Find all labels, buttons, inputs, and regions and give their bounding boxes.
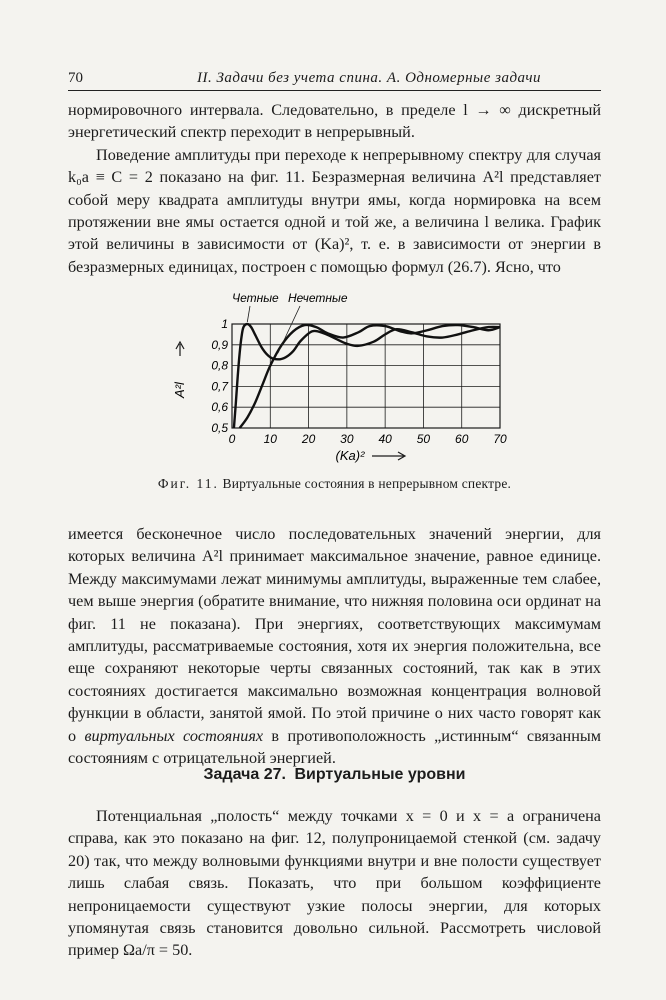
figure-11-chart xyxy=(160,286,540,466)
x-tick-label: 40 xyxy=(378,432,392,446)
grid xyxy=(232,324,500,428)
paragraph-tail: в противоположность „истинным“ связанным состояниям с отрицательной энергией. xyxy=(68,726,601,768)
section-heading xyxy=(68,766,601,784)
page-header xyxy=(68,70,601,91)
paragraph: Потенциальная „полость“ между точками x = 0 и x = a ограничена справа, как это показано на фиг. 12, полупроницаемой стенкой (см. задачу 20) так, что между волновыми функциями внутри и вне полости существует лишь слабая связь. Показать, что при большом коэффициенте непроницаемости существуют узкие полосы энергии, для которых упомянутая связь становится довольно сильной. Рассмотреть числовой пример Ωa/π = 50. xyxy=(68,807,601,960)
y-tick-label: 0,8 xyxy=(211,358,228,373)
figure-caption xyxy=(68,476,601,492)
legend xyxy=(232,291,348,305)
y-tick-label: 0,5 xyxy=(211,421,228,435)
series-line-even xyxy=(234,324,500,428)
x-tick-label: 30 xyxy=(340,432,354,446)
x-axis-label: (Ka)² xyxy=(335,448,365,463)
section-label: Задача 27. xyxy=(203,766,286,783)
series-line-odd xyxy=(240,325,500,428)
figure-caption-text: Виртуальные состояния в непрерывном спектре. xyxy=(222,476,512,491)
x-axis-arrow xyxy=(372,452,405,460)
y-tick-label: 1 xyxy=(221,317,228,331)
emphasis: виртуальных состояниях xyxy=(84,726,264,745)
x-tick-label: 50 xyxy=(416,432,431,446)
y-axis-label: A²l xyxy=(172,382,187,398)
x-tick-label: 20 xyxy=(301,432,316,446)
text-block-middle xyxy=(68,523,601,769)
x-tick-label: 70 xyxy=(493,432,507,446)
running-title: II. Задачи без учета спина. А. Одномерные задачи xyxy=(196,70,541,86)
x-tick-label: 10 xyxy=(263,432,277,446)
legend-label-even: Четные xyxy=(232,291,279,305)
text-block-bottom xyxy=(68,805,601,962)
page-number: 70 xyxy=(68,70,83,86)
paragraph xyxy=(68,523,601,769)
paragraph: нормировочного интервала. Следовательно, в пределе l → ∞ дискретный энергетический спектр переходит в непрерывный. xyxy=(68,101,601,142)
section-title: Виртуальные уровни xyxy=(294,766,466,783)
figure-caption-label: Фиг. 11. xyxy=(157,476,219,491)
plot-frame xyxy=(232,324,500,428)
x-tick-label: 60 xyxy=(455,432,469,446)
y-tick-label: 0,7 xyxy=(211,379,228,394)
y-tick-label: 0,9 xyxy=(211,337,228,352)
legend-label-odd: Нечетные xyxy=(288,291,348,305)
text-block-top xyxy=(68,99,601,278)
y-tick-label: 0,6 xyxy=(211,400,228,415)
legend-leader-even xyxy=(247,306,250,322)
paragraph: Поведение амплитуды при переходе к непрерывному спектру для случая k₀a ≡ C = 2 показано на фиг. 11. Безразмерная величина A²l представляет собой меру квадрата амплитуды внутри ямы, когда нормировка на всем протяжении вне ямы остается одной и той же, а величина l велика. График этой величины в зависимости от (Ka)², т. е. в зависимости от энергии в безразмерных единицах, построен с помощью формул (26.7). Ясно, что xyxy=(68,145,601,276)
y-axis-arrow xyxy=(176,342,184,356)
x-tick-label: 0 xyxy=(228,432,236,446)
paragraph-text: имеется бесконечное число последовательных значений энергии, для которых величина A²l принимает максимальное значение, равное единице. Между максимумами лежат минимумы амплитуды, выраженные тем слабее, чем выше энергия (обратите внимание, что нижняя половина оси ординат на фиг. 11 не показана). При энергиях, соответствующих максимумам амплитуды, рассматриваемые состояния, хотя их энергия положительна, все еще сохраняют некоторые черты связанных состояний, так как в этих состояниях достигается максимально возможная концентрация волновой функции в области, занятой ямой. По этой причине о них часто говорят как о xyxy=(68,525,601,745)
